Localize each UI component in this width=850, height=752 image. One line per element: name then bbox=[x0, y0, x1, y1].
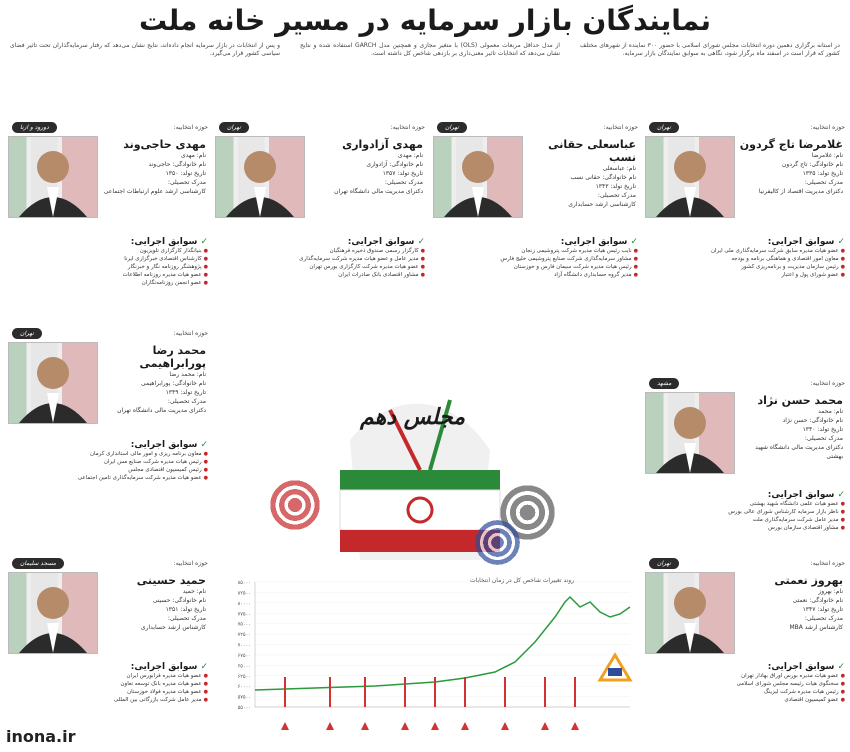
candidate-detail: نام خانوادگی: تاج گردون bbox=[782, 161, 843, 168]
check-icon: ✓ bbox=[837, 237, 845, 247]
candidate-detail: کارشناس ارشد حسابداری bbox=[140, 624, 206, 631]
up-arrow-icon bbox=[541, 722, 549, 730]
candidate-photo bbox=[8, 572, 98, 654]
candidate-detail: تاریخ تولد: ۱۳۴۹ bbox=[165, 389, 206, 396]
candidate-detail: نام: محمد رضا bbox=[169, 371, 206, 378]
up-arrow-icon bbox=[326, 722, 334, 730]
candidate-name: محمد حسن نژاد bbox=[757, 394, 843, 407]
candidate-photo bbox=[433, 136, 523, 218]
district-label: حوزه انتخابیه: bbox=[810, 560, 845, 567]
candidate-name: حمید حسینی bbox=[136, 574, 206, 587]
exec-item: ● مدیر عامل شرکت سرمایه‌گذاری ملت bbox=[645, 516, 845, 524]
candidate-photo bbox=[645, 572, 735, 654]
exec-item: ● مشاور اقتصادی سازمان بورس bbox=[645, 524, 845, 532]
exec-item: ● پژوهشگر روزنامه نگار و خبرنگار bbox=[8, 263, 208, 271]
district-badge: مسجد سلیمان bbox=[12, 558, 64, 569]
candidate-detail: کارشناسی ارشد حسابداری bbox=[568, 201, 636, 208]
candidate-card bbox=[645, 124, 845, 278]
check-icon: ✓ bbox=[200, 662, 208, 672]
district-label: حوزه انتخابیه: bbox=[390, 124, 425, 131]
candidate-detail: تاریخ تولد: ۱۳۴۰ bbox=[802, 426, 843, 433]
up-arrow-icon bbox=[431, 722, 439, 730]
candidate-detail: نام: عباسعلی bbox=[602, 165, 636, 172]
district-badge: تهران bbox=[437, 122, 467, 133]
exec-item: ● عضو کمیسیون اقتصادی bbox=[645, 696, 845, 704]
exec-item: ● عضو هیات مدیره فرابورس ایران bbox=[8, 672, 208, 680]
event-marker bbox=[464, 677, 466, 707]
check-icon: ✓ bbox=[837, 490, 845, 500]
district-label: حوزه انتخابیه: bbox=[173, 560, 208, 567]
exec-item: ● ناظر بازار سرمایه کارشناس شورای عالی بورس bbox=[645, 508, 845, 516]
up-arrow-icon bbox=[461, 722, 469, 730]
intro-col-2: از مدل حداقل مربعات معمولی (OLS) با متغیر مجازی و همچنین مدل GARCH استفاده شده و نتایج نشان می‌دهد که انتخابات تاثیر معنی‌داری بر بازدهی شاخص کل داشته است. bbox=[300, 42, 560, 57]
y-tick-label: ۸۵۰۰۰ bbox=[237, 580, 251, 586]
exec-heading: ✓ سوابق اجرایی: bbox=[767, 237, 845, 247]
check-icon: ✓ bbox=[630, 237, 638, 247]
candidate-detail: دکترای مدیریت اقتصاد از کالیفرنیا bbox=[758, 188, 843, 195]
y-tick-label: ۸۲۵۰۰ bbox=[237, 590, 251, 597]
event-marker bbox=[284, 677, 286, 707]
up-arrow-icon bbox=[571, 722, 579, 730]
candidate-detail: تاریخ تولد: ۱۳۵۱ bbox=[165, 606, 206, 613]
candidate-detail: نام: بهروز bbox=[818, 588, 843, 595]
candidate-photo bbox=[8, 136, 98, 218]
exec-heading: ✓ سوابق اجرایی: bbox=[767, 490, 845, 500]
candidate-card bbox=[433, 124, 638, 278]
intro-col-1: در آستانه برگزاری دهمین دوره انتخابات مجلس شورای اسلامی با حضور ۳۰۰ نماینده از شهرهای مختلف کشور که قرار است در اسفند ماه برگزار شود، نگاهی به سوابق نمایندگان بازار سرمایه. bbox=[580, 42, 840, 57]
exec-item: ● رئیس سازمان مدیریت و برنامه‌ریزی کشور bbox=[645, 263, 845, 271]
candidate-detail: مدرک تحصیلی: bbox=[167, 615, 206, 622]
exec-item: ● رئیس هیات مدیره شرکت لیزینگ bbox=[645, 688, 845, 696]
exec-item: ● رئیس هیات مدیره شرکت سیمان فارس و خوزستان bbox=[433, 263, 638, 271]
candidate-detail: مدرک تحصیلی: bbox=[167, 398, 206, 405]
exec-heading: ✓ سوابق اجرایی: bbox=[347, 237, 425, 247]
candidate-detail: نام: محمد bbox=[818, 408, 843, 415]
candidate-detail: کارشناس ارشد MBA bbox=[789, 624, 843, 631]
chart-caption: روند تغییرات شاخص کل در زمان انتخابات bbox=[470, 577, 575, 584]
exec-item: ● عضو هیات مدیره بانک توسعه تعاون bbox=[8, 680, 208, 688]
y-tick-label: ۷۵۰۰۰ bbox=[237, 621, 251, 628]
candidate-detail: مدرک تحصیلی: bbox=[167, 179, 206, 186]
exec-item: ● معاون امور اقتصادی و هماهنگی برنامه و بودجه bbox=[645, 255, 845, 263]
y-tick-label: ۵۷۵۰۰ bbox=[237, 694, 251, 701]
candidate-detail: کارشناسی ارشد علوم ارتباطات اجتماعی bbox=[103, 188, 206, 195]
page-title: نمایندگان بازار سرمایه در مسیر خانه ملت bbox=[138, 4, 712, 37]
exec-item: ● عضو هیات مدیره روزنامه اطلاعات bbox=[8, 271, 208, 279]
candidate-name: غلامرضا تاج گردون bbox=[739, 138, 843, 151]
fingerprint-blue-icon bbox=[475, 520, 520, 565]
exec-item: ● مدیر عامل و عضو هیات مدیره شرکت سرمایه‌گذاری bbox=[215, 255, 425, 263]
candidate-card bbox=[645, 380, 845, 531]
exec-item: ● عضو هیات مدیره بورس اوراق بهادار تهران bbox=[645, 672, 845, 680]
exec-item: ● عضو هیات مدیره شرکت کارگزاری بورس تهران bbox=[215, 263, 425, 271]
candidate-detail: نام: مهدی bbox=[181, 152, 206, 159]
candidate-card bbox=[8, 560, 208, 703]
exec-item: ● رئیس کمیسیون اقتصادی مجلس bbox=[8, 466, 208, 474]
candidate-detail: دکترای مدیریت مالی دانشگاه تهران bbox=[334, 188, 423, 195]
exec-heading: ✓ سوابق اجرایی: bbox=[767, 662, 845, 672]
candidate-name: بهروز نعمتی bbox=[774, 574, 843, 587]
exec-item: ● عضو هیات مدیره سابق شرکت سرمایه‌گذاری ملی ایران bbox=[645, 247, 845, 255]
candidate-card bbox=[645, 560, 845, 703]
candidate-detail: نام خانوادگی: آزادواری bbox=[366, 161, 423, 168]
y-tick-label: ۶۵۰۰۰ bbox=[237, 663, 251, 670]
exec-item: ● بنیانگذار کارگزاری تلویزیون bbox=[8, 247, 208, 255]
candidate-detail: نام خانوادگی: نعمتی bbox=[792, 597, 843, 604]
y-tick-label: ۷۷۵۰۰ bbox=[237, 611, 251, 618]
candidate-detail: نام خانوادگی: حسن نژاد bbox=[782, 417, 843, 424]
exec-item: ● عضو هیات مدیره شرکت سرمایه‌گذاری تامین اجتماعی bbox=[8, 474, 208, 482]
district-badge: تهران bbox=[219, 122, 249, 133]
watermark: inona.ir bbox=[6, 727, 76, 746]
exec-item: ● نایب رئیس هیات مدیره شرکت پتروشیمی زنجان bbox=[433, 247, 638, 255]
check-icon: ✓ bbox=[837, 662, 845, 672]
up-arrow-icon bbox=[361, 722, 369, 730]
publisher-logo bbox=[590, 650, 640, 690]
district-badge: دورود و ازنا bbox=[12, 122, 57, 133]
check-icon: ✓ bbox=[200, 237, 208, 247]
candidate-detail: مدرک تحصیلی: bbox=[804, 179, 843, 186]
candidate-detail: نام خانوادگی: حقانی نسب bbox=[570, 174, 636, 181]
candidate-detail: نام: حمید bbox=[182, 588, 206, 595]
exec-heading: ✓ سوابق اجرایی: bbox=[130, 237, 208, 247]
event-marker bbox=[544, 677, 546, 707]
exec-item: ● مشاور سرمایه‌گذاری شرکت صنایع پتروشیمی خلیج فارس bbox=[433, 255, 638, 263]
candidate-detail: نام خانوادگی: پورابراهیمی bbox=[141, 380, 206, 387]
district-badge: تهران bbox=[12, 328, 42, 339]
index-line bbox=[255, 597, 630, 690]
candidate-name: عباسعلی حقانی نسب bbox=[548, 138, 636, 164]
district-label: حوزه انتخابیه: bbox=[173, 330, 208, 337]
candidate-detail: مدرک تحصیلی: bbox=[804, 615, 843, 622]
exec-item: ● کارشناس اقتصادی خبرگزاری ایرنا bbox=[8, 255, 208, 263]
candidate-detail: نام: مهدی bbox=[398, 152, 423, 159]
candidate-detail: دکترای مدیریت مالی دانشگاه تهران bbox=[117, 407, 206, 414]
event-marker bbox=[434, 677, 436, 707]
exec-heading: ✓ سوابق اجرایی: bbox=[560, 237, 638, 247]
candidate-photo bbox=[215, 136, 305, 218]
candidate-detail: مدرک تحصیلی: bbox=[597, 192, 636, 199]
exec-item: ● عضو شورای پول و اعتبار bbox=[645, 271, 845, 279]
candidate-detail: تاریخ تولد: ۱۳۴۳ bbox=[595, 183, 636, 190]
candidate-detail: دکترای مدیریت مالی دانشگاه شهید بهشتی bbox=[755, 444, 843, 460]
exec-item: ● عضو انجمن روزنامه‌نگاران bbox=[8, 279, 208, 287]
candidate-detail: تاریخ تولد: ۱۳۳۵ bbox=[802, 170, 843, 177]
candidate-name: مهدی حاجی‌وند bbox=[123, 138, 206, 151]
candidate-detail: تاریخ تولد: ۱۳۴۷ bbox=[802, 606, 843, 613]
event-marker bbox=[364, 677, 366, 707]
candidate-detail: تاریخ تولد: ۱۳۵۷ bbox=[382, 170, 423, 177]
candidate-detail: تاریخ تولد: ۱۳۵۰ bbox=[165, 170, 206, 177]
check-icon: ✓ bbox=[200, 440, 208, 450]
y-tick-label: ۶۷۵۰۰ bbox=[237, 652, 251, 659]
up-arrow-icon bbox=[281, 722, 289, 730]
y-tick-label: ۶۲۵۰۰ bbox=[237, 673, 251, 680]
district-badge: تهران bbox=[649, 122, 679, 133]
up-arrow-icon bbox=[401, 722, 409, 730]
exec-item: ● مدیر عامل شرکت بازرگانی بین المللی bbox=[8, 696, 208, 704]
event-marker bbox=[504, 677, 506, 707]
district-badge: مشهد bbox=[649, 378, 679, 389]
candidate-detail: نام خانوادگی: حاجی‌وند bbox=[148, 161, 206, 168]
event-marker bbox=[329, 677, 331, 707]
exec-item: ● سخنگوی هیات رئیسه مجلس شورای اسلامی bbox=[645, 680, 845, 688]
exec-item: ● عضو هیات مدیره فولاد خوزستان bbox=[8, 688, 208, 696]
exec-heading: ✓ سوابق اجرایی: bbox=[130, 662, 208, 672]
district-label: حوزه انتخابیه: bbox=[810, 124, 845, 131]
candidate-name: محمد رضا پورابراهیمی bbox=[139, 344, 206, 370]
y-tick-label: ۷۲۵۰۰ bbox=[237, 632, 251, 639]
district-badge: تهران bbox=[649, 558, 679, 569]
candidate-detail: نام: غلامرضا bbox=[811, 152, 843, 159]
candidate-detail: مدرک تحصیلی: bbox=[804, 435, 843, 442]
candidate-card bbox=[215, 124, 425, 278]
y-tick-label: ۶۰۰۰۰ bbox=[237, 684, 251, 691]
exec-item: ● کارگزار رسمی صندوق ذخیره فرهنگیان bbox=[215, 247, 425, 255]
index-chart bbox=[215, 572, 635, 748]
candidate-photo bbox=[645, 136, 735, 218]
y-tick-label: ۷۰۰۰۰ bbox=[237, 642, 251, 649]
candidate-detail: نام خانوادگی: حسینی bbox=[152, 597, 206, 604]
district-label: حوزه انتخابیه: bbox=[173, 124, 208, 131]
candidate-name: مهدی آزادواری bbox=[342, 138, 423, 151]
exec-heading: ✓ سوابق اجرایی: bbox=[130, 440, 208, 450]
y-tick-label: ۸۰۰۰۰ bbox=[237, 600, 251, 607]
candidate-photo bbox=[8, 342, 98, 424]
candidate-photo bbox=[645, 392, 735, 474]
candidate-card bbox=[8, 330, 208, 481]
exec-item: ● مشاور اقتصادی بانک صادرات ایران bbox=[215, 271, 425, 279]
event-marker bbox=[574, 677, 576, 707]
exec-item: ● مدیر گروه حسابداری دانشگاه آزاد bbox=[433, 271, 638, 279]
district-label: حوزه انتخابیه: bbox=[603, 124, 638, 131]
intro-col-3: و پس از انتخابات در بازار سرمایه انجام داده‌اند، نتایج نشان می‌دهد که رفتار سرمایه‌گذاران تحت تاثیر فضای سیاسی کشور قرار می‌گیرد. bbox=[10, 42, 280, 57]
majlis-logo: مجلس دهم bbox=[360, 405, 466, 430]
exec-item: ● معاون برنامه ریزی و امور مالی استانداری کرمان bbox=[8, 450, 208, 458]
exec-item: ● عضو هیات علمی دانشگاه شهید بهشتی bbox=[645, 500, 845, 508]
district-label: حوزه انتخابیه: bbox=[810, 380, 845, 387]
event-marker bbox=[404, 677, 406, 707]
y-tick-label: ۵۵۰۰۰ bbox=[237, 705, 251, 711]
exec-item: ● رئیس هیات مدیره شرکت صنایع مس ایران bbox=[8, 458, 208, 466]
check-icon: ✓ bbox=[417, 237, 425, 247]
up-arrow-icon bbox=[501, 722, 509, 730]
candidate-card bbox=[8, 124, 208, 286]
candidate-detail: مدرک تحصیلی: bbox=[384, 179, 423, 186]
fingerprint-red-icon bbox=[270, 480, 320, 530]
